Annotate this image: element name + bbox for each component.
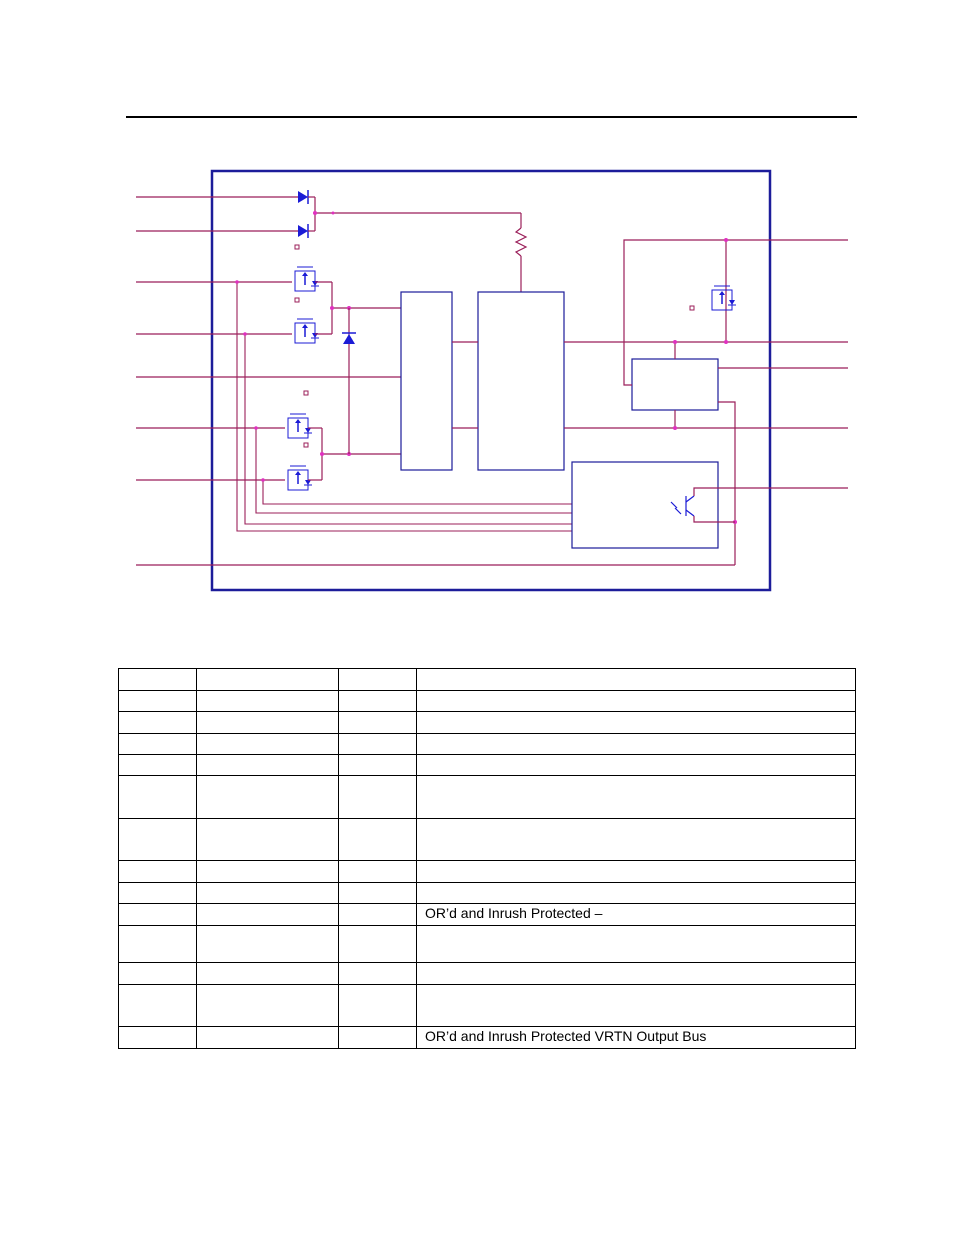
table-cell: [119, 691, 197, 712]
oring-diode-top: [298, 190, 308, 204]
table-row: [119, 669, 856, 691]
table-cell: [339, 985, 417, 1027]
table-row: [119, 1027, 856, 1049]
table-cell: [417, 985, 856, 1027]
table-cell: [197, 883, 339, 904]
table-cell: [197, 1027, 339, 1049]
table-cell: OR’d and Inrush Protected –: [417, 904, 856, 926]
control-block: [632, 359, 718, 410]
mosfet-lower-2: [288, 443, 312, 490]
pin-description-table: [118, 668, 856, 1049]
table-cell: [417, 861, 856, 883]
table-cell: [339, 776, 417, 819]
table-cell: [417, 755, 856, 776]
optocoupler-block: [572, 462, 718, 548]
table-row: [119, 712, 856, 734]
table-cell: [119, 963, 197, 985]
table-row: [119, 776, 856, 819]
table-row: [119, 691, 856, 712]
table-cell: [417, 926, 856, 963]
table-cell: [417, 776, 856, 819]
table-cell: [417, 963, 856, 985]
table-cell: [417, 691, 856, 712]
table-row: [119, 883, 856, 904]
table-cell: [119, 883, 197, 904]
mosfet-upper-1: [295, 245, 319, 291]
table-cell: [339, 819, 417, 861]
table-cell: [417, 712, 856, 734]
table-cell: [119, 904, 197, 926]
table-cell: [417, 883, 856, 904]
table-row: [119, 755, 856, 776]
table-cell: [339, 904, 417, 926]
table-cell: [339, 712, 417, 734]
table-cell: [119, 669, 197, 691]
table-row: [119, 734, 856, 755]
table-row: [119, 819, 856, 861]
table-cell: [119, 1027, 197, 1049]
table-cell: [339, 926, 417, 963]
table-cell: [417, 734, 856, 755]
table-cell: [339, 755, 417, 776]
table-cell: [197, 734, 339, 755]
table-cell: [197, 861, 339, 883]
oring-diode-bottom: [298, 224, 308, 238]
tvs-diode: [342, 308, 356, 454]
table-cell: [339, 883, 417, 904]
table-cell: [417, 819, 856, 861]
table-cell: [339, 691, 417, 712]
table-cell: [119, 819, 197, 861]
table-cell: [119, 926, 197, 963]
table-cell: [197, 691, 339, 712]
table-cell: [119, 734, 197, 755]
filter-block: [401, 292, 452, 470]
table-cell: [119, 861, 197, 883]
output-mosfet: [690, 286, 736, 310]
table-cell: OR’d and Inrush Protected VRTN Output Bus: [417, 1027, 856, 1049]
table-cell: [119, 712, 197, 734]
table-cell: [197, 755, 339, 776]
table-cell: [197, 776, 339, 819]
table-cell: [119, 755, 197, 776]
table-cell: [197, 712, 339, 734]
table-cell: [119, 776, 197, 819]
table-cell: [119, 985, 197, 1027]
table-cell: [417, 669, 856, 691]
table-row: [119, 904, 856, 926]
table-cell: [197, 819, 339, 861]
mosfet-upper-2: [295, 298, 319, 343]
converter-block: [478, 292, 564, 470]
table-row: [119, 963, 856, 985]
table-cell: [197, 904, 339, 926]
table-cell: [197, 985, 339, 1027]
table-cell: [197, 669, 339, 691]
table-cell: [339, 963, 417, 985]
table-cell: [339, 861, 417, 883]
table-cell: [339, 734, 417, 755]
table-cell: [339, 1027, 417, 1049]
table-row: [119, 985, 856, 1027]
mosfet-lower-1: [288, 391, 312, 438]
table-cell: [339, 669, 417, 691]
table-cell: [197, 963, 339, 985]
table-row: [119, 861, 856, 883]
table-cell: [197, 926, 339, 963]
table-row: [119, 926, 856, 963]
